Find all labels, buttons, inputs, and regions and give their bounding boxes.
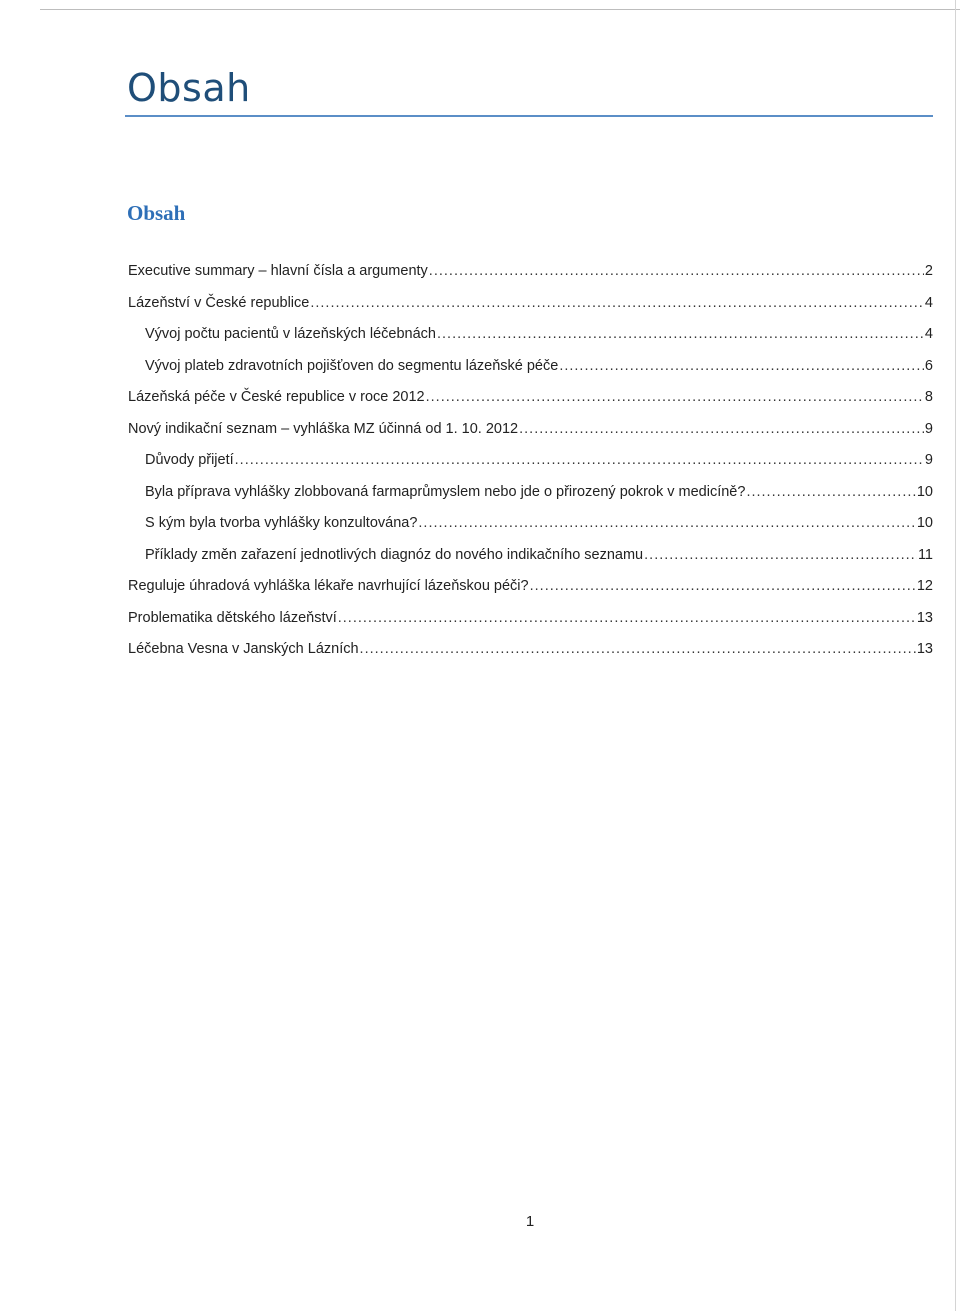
toc-entry-label: Byla příprava vyhlášky zlobbovaná farmaprůmyslem nebo jde o přirozený pokrok v medicíně? [145,483,746,500]
toc-entry-page: 10 [916,483,933,500]
toc-entry-label: Léčebna Vesna v Janských Lázních [128,641,359,657]
toc-entry-uhradova-vyhlaska[interactable] [128,574,933,606]
toc-dot-leader [559,354,924,378]
toc-dot-leader [418,511,915,535]
toc-entry-label: Důvody přijetí [145,452,234,468]
toc-entry-page: 10 [916,515,933,531]
toc-entry-lazenska-pece-2012[interactable] [128,385,933,417]
toc-entry-vyvoj-poctu-pacientu[interactable] [128,322,933,354]
toc-entry-page: 9 [924,452,933,468]
scan-edge-right [955,0,956,1311]
toc-entry-detske-lazenstvi[interactable] [128,606,933,638]
toc-dot-leader [310,291,924,315]
toc-dot-leader [530,574,916,598]
title-underline [125,115,933,117]
toc-entry-vyvoj-plateb[interactable] [128,354,933,386]
toc-entry-label: Nový indikační seznam – vyhláška MZ účinná od 1. 10. 2012 [128,420,519,437]
toc-entry-page: 4 [924,294,933,311]
toc-entry-label: Problematika dětského lázeňství [128,609,337,626]
toc-dot-leader [360,637,916,661]
toc-dot-leader [426,385,924,409]
toc-entry-duvody-prijeti[interactable] [128,448,933,480]
toc-dot-leader [519,417,924,441]
page-number: 1 [525,1213,535,1230]
table-of-contents [128,259,933,669]
toc-entry-executive-summary[interactable] [128,259,933,291]
toc-dot-leader [338,606,916,630]
toc-entry-novy-indikacni-seznam[interactable] [128,417,933,449]
toc-entry-label: Lázeňská péče v České republice v roce 2012 [128,389,425,405]
toc-entry-priklady-zmen[interactable] [128,543,933,575]
toc-entry-lazenstvi-v-cr[interactable] [128,291,933,323]
toc-entry-page: 4 [924,326,933,342]
toc-entry-page: 11 [917,546,933,563]
toc-entry-page: 9 [924,420,933,437]
toc-entry-label: Příklady změn zařazení jednotlivých diagnóz do nového indikačního seznamu [145,546,644,563]
toc-entry-page: 2 [924,263,933,279]
scan-edge-top [40,9,960,10]
toc-entry-label: S kým byla tvorba vyhlášky konzultována? [145,515,418,531]
toc-entry-lecebna-vesna[interactable] [128,637,933,669]
page-title: Obsah [127,66,251,110]
toc-dot-leader [437,322,924,346]
toc-entry-label: Lázeňství v České republice [128,294,310,311]
toc-entry-page: 13 [916,609,933,626]
toc-heading: Obsah [127,201,186,225]
toc-entry-s-kym-konzultovana[interactable] [128,511,933,543]
toc-entry-page: 12 [916,578,933,594]
toc-entry-label: Reguluje úhradová vyhláška lékaře navrhující lázeňskou péči? [128,578,529,594]
toc-entry-page: 6 [924,357,933,374]
toc-dot-leader [746,480,915,504]
toc-dot-leader [644,543,917,567]
toc-entry-label: Vývoj plateb zdravotních pojišťoven do segmentu lázeňské péče [145,357,559,374]
toc-entry-label: Vývoj počtu pacientů v lázeňských léčebnách [145,326,436,342]
toc-entry-label: Executive summary – hlavní čísla a argumenty [128,263,428,279]
toc-entry-page: 8 [924,389,933,405]
toc-dot-leader [235,448,924,472]
toc-dot-leader [429,259,924,283]
toc-entry-priprava-vyhlasky[interactable] [128,480,933,512]
toc-entry-page: 13 [916,641,933,657]
